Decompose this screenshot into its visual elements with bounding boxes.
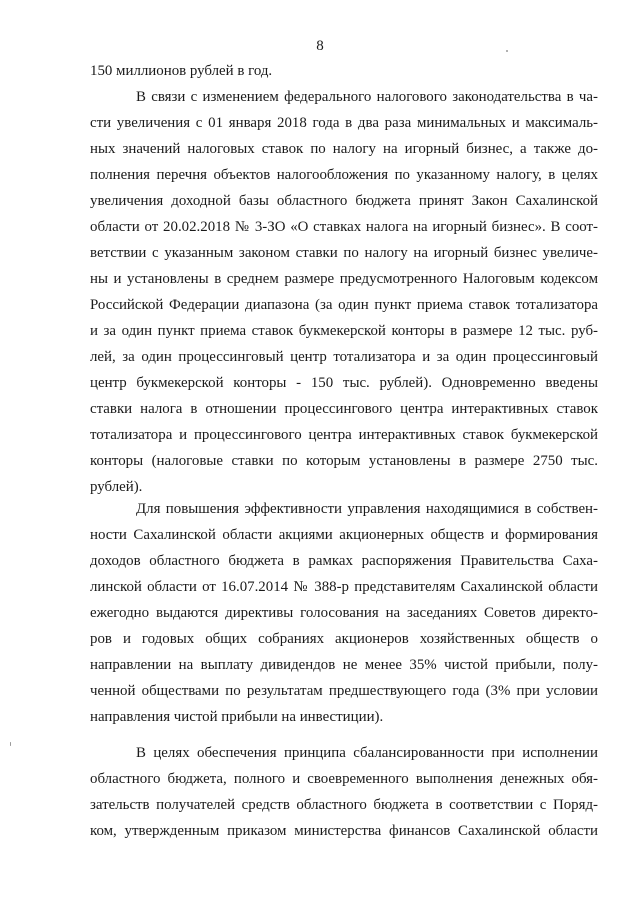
text-line: Российской Федерации диапазона (за один пункт приема ставок тотализатора [90,297,598,313]
scan-speck [506,50,508,52]
text-line: направления чистой прибыли на инвестиции). [90,709,384,725]
text-line: направлении на выплату дивидендов не менее 35% чистой прибыли, полу- [90,657,598,673]
text-line: увеличения доходной базы областного бюджета принят Закон Сахалинской [90,193,598,209]
text-line: и за один пункт приема ставок букмекерской конторы в размере 12 тыс. руб- [90,323,598,339]
text-line: областного бюджета, полного и своевременного выполнения денежных обя- [90,771,598,787]
text-line: сти увеличения с 01 января 2018 года в два раза минимальных и максималь- [90,115,598,131]
text-line: ров и годовых общих собраниях акционеров хозяйственных обществ о [90,631,598,647]
text-line: ных значений налоговых ставок по налогу на игорный бизнес, а также до- [90,141,598,157]
text-line: 150 миллионов рублей в год. [90,63,273,79]
scan-speck [10,742,11,746]
text-line: ком, утвержденным приказом министерства финансов Сахалинской области [90,823,598,839]
text-line: ставки налога в отношении процессингового центра интерактивных ставок [90,401,598,417]
paragraph-gambling-tax [90,84,598,500]
text-line: ченной обществами по результатам предшествующего года (3% при условии [90,683,598,699]
page-number: 8 [316,38,324,54]
text-line: зательств получателей средств областного бюджета в соответствии с Поряд- [90,797,598,813]
paragraph-dividends [90,496,598,730]
text-line: тотализатора и процессингового центра интерактивных ставок букмекерской [90,427,598,443]
text-line: области от 20.02.2018 № 3-ЗО «О ставках налога на игорный бизнес». В соот- [90,219,598,235]
text-line: центр букмекерской конторы - 150 тыс. рублей). Одновременно введены [90,375,598,391]
continuation-text [90,58,598,84]
text-line: ности Сахалинской области акциями акционерных обществ и формирования [90,527,598,543]
text-line: Для повышения эффективности управления находящимися в собствен- [136,501,598,517]
text-line: линской области от 16.07.2014 № 388-р представителям Сахалинской области [90,579,598,595]
text-line: ежегодно выдаются директивы голосования на заседаниях Советов директо- [90,605,598,621]
text-line: полнения перечня объектов налогообложения по указанному налогу, в целях [90,167,598,183]
text-line: В целях обеспечения принципа сбалансированности при исполнении [136,745,598,761]
text-line: В связи с изменением федерального налогового законодательства в ча- [136,89,598,105]
text-line: лей, за один процессинговый центр тотализатора и за один процессинговый [90,349,598,365]
text-line: конторы (налоговые ставки по которым установлены в размере 2750 тыс. [90,453,598,469]
text-line: ветствии с указанным законом ставки по налогу на игорный бизнес увеличе- [90,245,598,261]
paragraph-budget-balance [90,740,598,844]
text-line: доходов областного бюджета в рамках распоряжения Правительства Саха- [90,553,598,569]
text-line: ны и установлены в среднем размере предусмотренного Налоговым кодексом [90,271,598,287]
text-line: рублей). [90,479,143,495]
